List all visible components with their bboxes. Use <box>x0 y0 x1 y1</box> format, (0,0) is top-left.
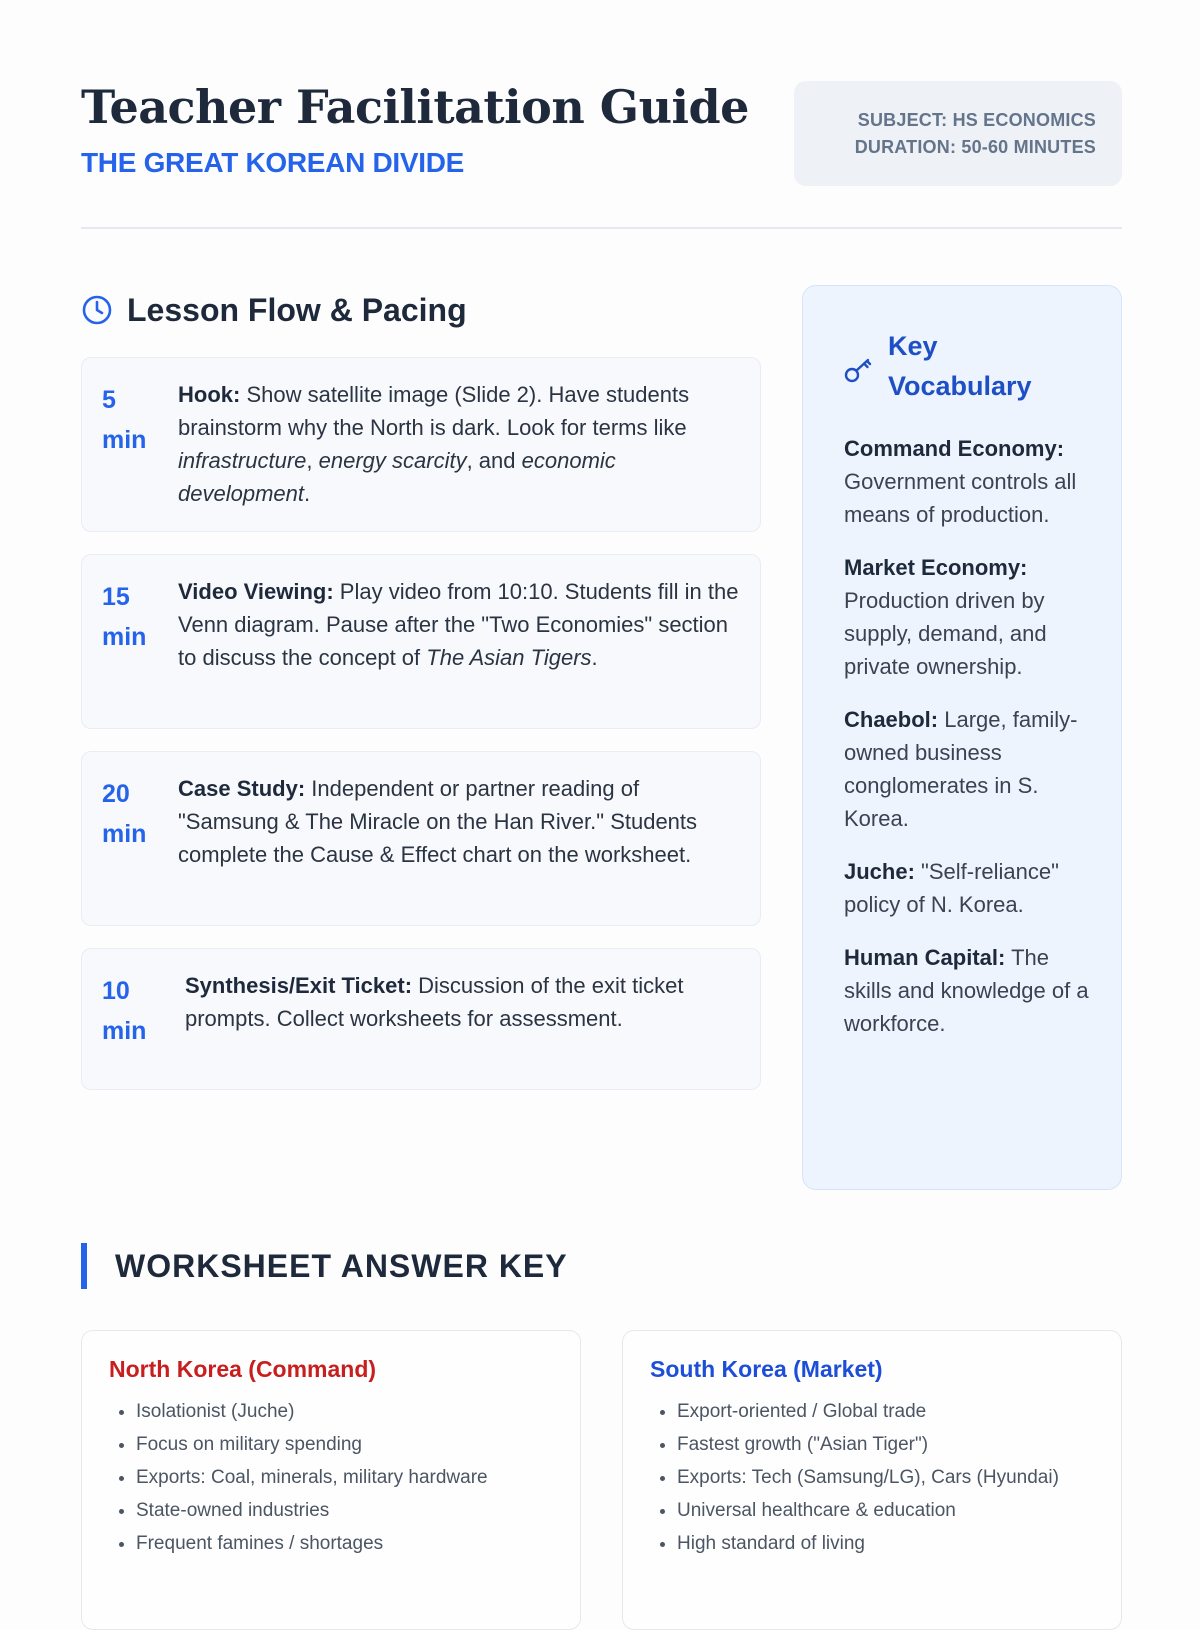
answer-key-accent-bar <box>81 1243 87 1289</box>
vocab-definition: The skills and knowledge of a workforce. <box>844 945 1089 1036</box>
subject-label: SUBJECT: HS ECONOMICS <box>857 110 1096 130</box>
list-item: • State-owned industries <box>136 1497 576 1524</box>
step-time-number: 20 <box>102 780 130 808</box>
step-time-unit: min <box>102 1017 147 1045</box>
vocab-definition: Production driven by supply, demand, and private ownership. <box>844 588 1047 679</box>
step-description <box>178 378 740 510</box>
step-text: , and <box>466 448 522 473</box>
page-title: Teacher Facilitation Guide <box>81 80 749 134</box>
vocab-definition: Large, family-owned business conglomerates in S. Korea. <box>844 707 1078 831</box>
step-description <box>178 575 740 674</box>
vocab-item <box>844 703 1089 835</box>
lesson-flow-header <box>81 285 761 335</box>
step-text: . <box>591 645 598 670</box>
step-time-unit: min <box>102 820 147 848</box>
step-label: Video Viewing: <box>178 579 334 604</box>
list-item: • Exports: Tech (Samsung/LG), Cars (Hyundai) <box>677 1464 1117 1491</box>
lesson-step-case-study <box>81 751 761 926</box>
answer-key-title: WORKSHEET ANSWER KEY <box>115 1247 568 1284</box>
step-text: Discussion of the exit ticket prompts. Collect worksheets for assessment. <box>185 973 684 1031</box>
vocab-definition: "Self-reliance" policy of N. Korea. <box>844 859 1059 917</box>
south-korea-card <box>622 1330 1122 1630</box>
list-item: • Focus on military spending <box>136 1431 576 1458</box>
step-emphasis: The Asian Tigers <box>426 645 592 670</box>
page-subtitle: THE GREAT KOREAN DIVIDE <box>81 147 465 178</box>
list-item: • Isolationist (Juche) <box>136 1398 576 1425</box>
answer-key-header <box>81 1243 568 1289</box>
step-emphasis: economic development <box>178 448 616 506</box>
list-item: • Export-oriented / Global trade <box>677 1398 1117 1425</box>
step-text: Play video from 10:10. Students fill in the Venn diagram. Pause after the "Two Economies" section to discuss the concept of <box>178 579 739 670</box>
lesson-flow-title: Lesson Flow & Pacing <box>127 291 467 328</box>
list-item: • Exports: Coal, minerals, military hardware <box>136 1464 576 1491</box>
lesson-step-synthesis <box>81 948 761 1090</box>
step-text: , <box>306 448 319 473</box>
clock-icon <box>81 294 113 326</box>
key-vocabulary-panel <box>802 285 1122 1190</box>
vocab-term: Market Economy: <box>844 555 1028 580</box>
list-item: • Fastest growth ("Asian Tiger") <box>677 1431 1117 1458</box>
step-emphasis: energy scarcity <box>318 448 467 473</box>
vocab-term: Juche: <box>844 859 915 884</box>
vocabulary-list <box>844 432 1089 1060</box>
vocab-term: Chaebol: <box>844 707 939 732</box>
north-korea-card <box>81 1330 581 1630</box>
list-item: • Universal healthcare & education <box>677 1497 1117 1524</box>
step-text: Independent or partner reading of "Samsung & The Miracle on the Han River." Students complete the Cause & Effect chart on the worksheet. <box>178 776 698 867</box>
vocab-term: Human Capital: <box>844 945 1006 970</box>
step-emphasis: infrastructure <box>178 448 307 473</box>
step-time-number: 15 <box>102 583 130 611</box>
header-divider <box>81 227 1122 229</box>
north-korea-title: North Korea (Command) <box>109 1356 377 1382</box>
page <box>81 0 1122 1554</box>
step-label: Case Study: <box>178 776 306 801</box>
north-korea-list <box>109 1398 576 1563</box>
step-description <box>178 772 740 871</box>
header <box>81 0 1122 230</box>
step-time-unit: min <box>102 623 147 651</box>
step-text: Show satellite image (Slide 2). Have students brainstorm why the North is dark. Look for terms like <box>178 382 690 440</box>
vocab-item <box>844 855 1089 921</box>
step-time <box>102 774 162 854</box>
vocab-term: Command Economy: <box>844 436 1065 461</box>
step-time <box>102 577 162 657</box>
vocab-item <box>844 551 1089 683</box>
step-description <box>185 969 740 1035</box>
south-korea-list <box>650 1398 1117 1563</box>
duration-label: DURATION: 50-60 MINUTES <box>854 137 1096 157</box>
step-time-number: 10 <box>102 977 130 1005</box>
step-time <box>102 380 162 460</box>
list-item: • Frequent famines / shortages <box>136 1530 576 1557</box>
step-label: Hook: <box>178 382 241 407</box>
key-vocabulary-title: Key Vocabulary <box>888 331 1032 401</box>
step-label: Synthesis/Exit Ticket: <box>185 973 413 998</box>
vocab-definition: Government controls all means of production. <box>844 469 1077 527</box>
key-icon <box>843 354 875 386</box>
list-item: • High standard of living <box>677 1530 1117 1557</box>
step-time-number: 5 <box>102 386 116 414</box>
lesson-flow-section <box>81 285 761 1045</box>
vocab-item <box>844 432 1089 531</box>
step-time <box>102 971 162 1051</box>
lesson-step-video <box>81 554 761 729</box>
south-korea-title: South Korea (Market) <box>650 1356 883 1382</box>
meta-box <box>794 81 1122 186</box>
step-text: . <box>303 481 311 506</box>
lesson-step-hook <box>81 357 761 532</box>
vocab-item <box>844 941 1089 1040</box>
step-time-unit: min <box>102 426 147 454</box>
